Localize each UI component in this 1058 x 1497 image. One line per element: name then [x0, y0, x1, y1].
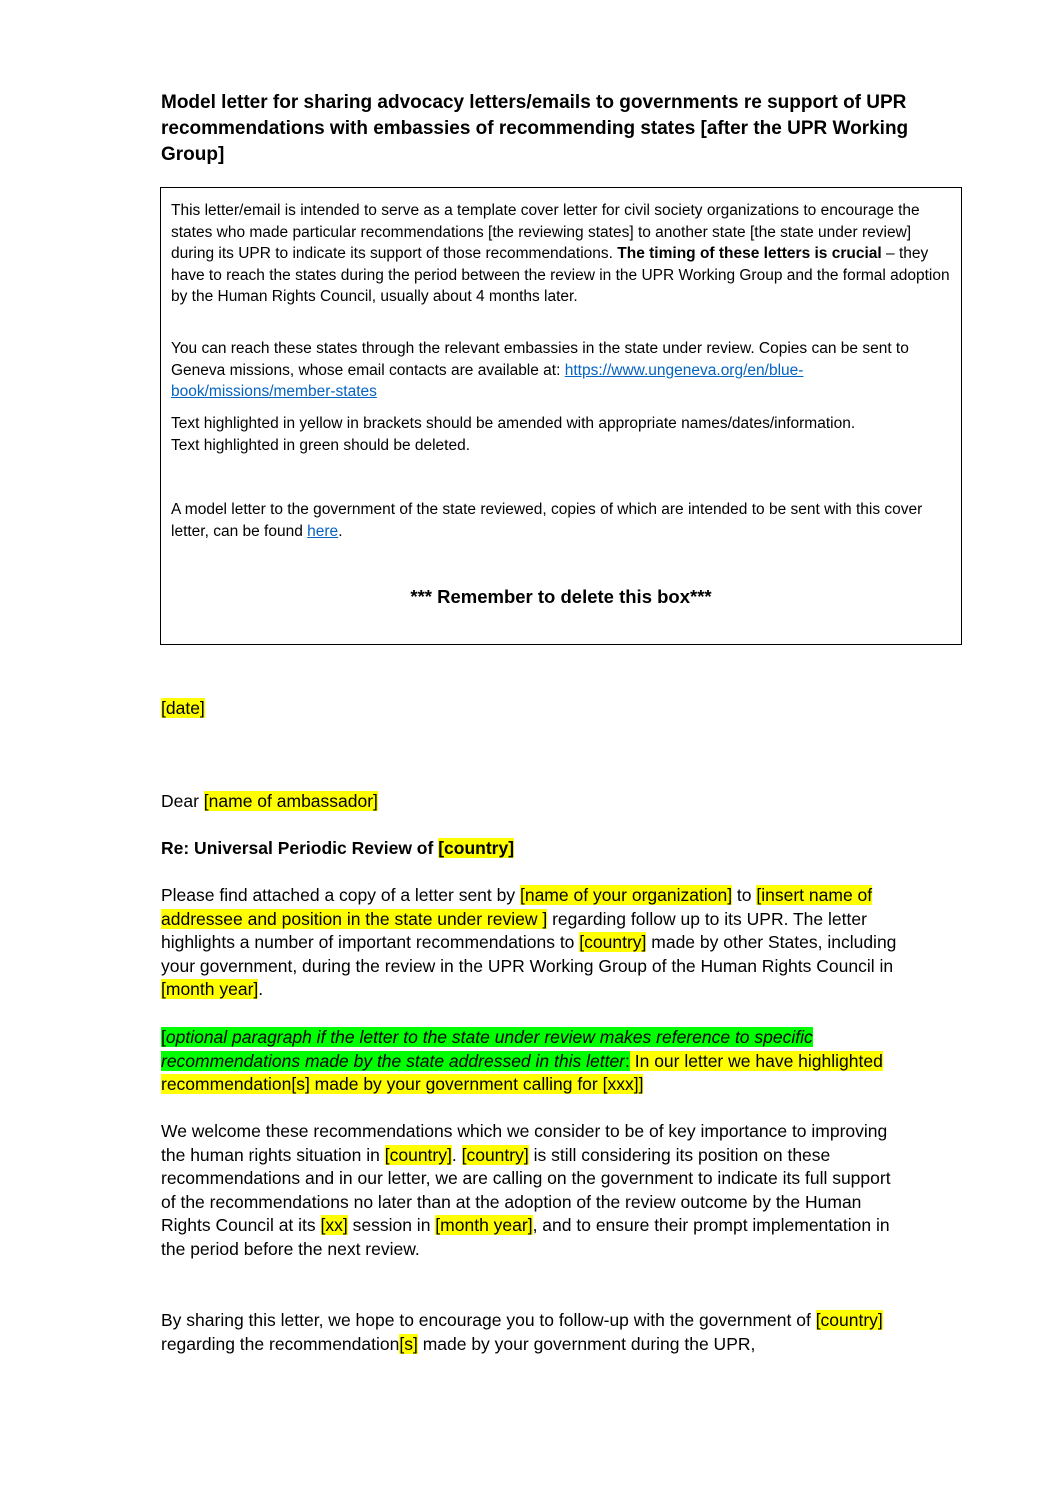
- document-title: Model letter for sharing advocacy letters/emails to governments re support of UPR recommendations with embassies of recommending states [after the UPR Working Group]: [161, 92, 909, 165]
- country-placeholder: [country]: [461, 1144, 529, 1165]
- instruction-text: – they have to reach the states during the period between the review in the UPR Working Group and the formal adoption by the Human Rights Council, usually about 4 months later.: [171, 245, 950, 305]
- geneva-missions-link[interactable]: https://www.ungeneva.org/en/blue-book/missions/member-states: [171, 361, 804, 400]
- model-letter-link[interactable]: here: [307, 522, 339, 540]
- instruction-text: .: [338, 522, 343, 540]
- instruction-text: You can reach these states through the relevant embassies in the state under review. Copies can be sent to Geneva missions, whose email contacts are available at:: [171, 340, 909, 379]
- paragraph-welcome: [161, 1120, 906, 1262]
- organization-placeholder: [name of your organization]: [519, 885, 733, 905]
- session-placeholder: [xx]: [320, 1215, 348, 1236]
- subject-line: [161, 837, 906, 861]
- body-text: regarding follow up to its UPR. The letter highlights a number of important recommendations to: [161, 908, 867, 953]
- body-text: By sharing this letter, we hope to encourage you to follow-up with the government of: [161, 1310, 816, 1330]
- date-line: [161, 697, 906, 721]
- instruction-text: Text highlighted in yellow in brackets should be amended with appropriate names/dates/information.: [171, 415, 856, 432]
- body-text: session in: [347, 1215, 436, 1236]
- delete-box-reminder: *** Remember to delete this box***: [410, 586, 712, 607]
- body-text: , and to ensure their prompt implementation in the period before the next review.: [161, 1215, 890, 1259]
- paragraph-attached-letter: [161, 884, 906, 1002]
- country-placeholder: [country]: [438, 838, 515, 858]
- body-text: .: [258, 979, 264, 1000]
- salutation-line: [161, 790, 906, 814]
- paragraph-sharing: [161, 1309, 906, 1356]
- date-placeholder: [date]: [161, 698, 205, 718]
- instruction-paragraph-model-letter: [171, 499, 956, 542]
- subject-text: Re: Universal Periodic Review of: [161, 838, 439, 858]
- ambassador-placeholder: [name of ambassador]: [203, 791, 378, 811]
- instruction-text: This letter/email is intended to serve as a template cover letter for civil society organizations to encourage the states who made particular recommendations [the reviewing states] to another state [the state under review] during its UPR to indicate its support of those recommendations.: [171, 202, 920, 262]
- instruction-text: Text highlighted in green should be deleted.: [171, 436, 471, 454]
- body-text: Please find attached a copy of a letter sent by: [161, 885, 520, 905]
- timing-emphasis: The timing of these letters is crucial: [617, 245, 882, 262]
- country-placeholder: [country]: [815, 1310, 883, 1330]
- optional-instruction: optional paragraph if the letter to the state under review makes reference to specific recommendations made by the state addressed in this letter: [161, 1027, 813, 1071]
- instruction-box: [160, 187, 962, 645]
- instruction-paragraph-highlights: [171, 413, 956, 456]
- instruction-text: A model letter to the government of the state reviewed, copies of which are intended to be sent with this cover letter, can be found: [171, 501, 923, 540]
- body-text: made by other States, including your government, during the review in the UPR Working Group of the Human Rights Council in: [161, 932, 897, 976]
- paragraph-optional: [161, 1026, 906, 1097]
- body-text: We welcome these recommendations which we consider to be of key importance to improving the human rights situation in: [161, 1121, 888, 1165]
- body-text: to: [732, 885, 757, 905]
- addressee-placeholder: [insert name of addressee and position in the state under review ]: [161, 885, 873, 929]
- body-text: .: [451, 1144, 462, 1165]
- body-text: is still considering its position on these recommendations and in our letter, we are calling on the government to indicate its full support of the recommendations no later than at the adoption of the review outcome by the Human Rights Council at its: [161, 1144, 891, 1236]
- instruction-paragraph-purpose: [171, 200, 956, 308]
- optional-colon: :: [625, 1050, 630, 1071]
- country-placeholder: [country]: [579, 932, 647, 953]
- month-year-placeholder: [month year]: [161, 979, 259, 1000]
- optional-recommendation-text: In our letter we have highlighted recommendation[s] made by your government calling for [xxx]]: [161, 1050, 883, 1095]
- body-text: regarding the recommendation: [161, 1333, 400, 1354]
- body-text: made by your government during the UPR,: [417, 1333, 756, 1354]
- country-placeholder: [country]: [384, 1144, 452, 1165]
- plural-placeholder: [s]: [399, 1333, 418, 1354]
- optional-bracket: [: [161, 1027, 166, 1047]
- instruction-paragraph-embassies: [171, 338, 956, 403]
- salutation-text: Dear: [161, 791, 204, 811]
- month-year-placeholder: [month year]: [435, 1215, 533, 1236]
